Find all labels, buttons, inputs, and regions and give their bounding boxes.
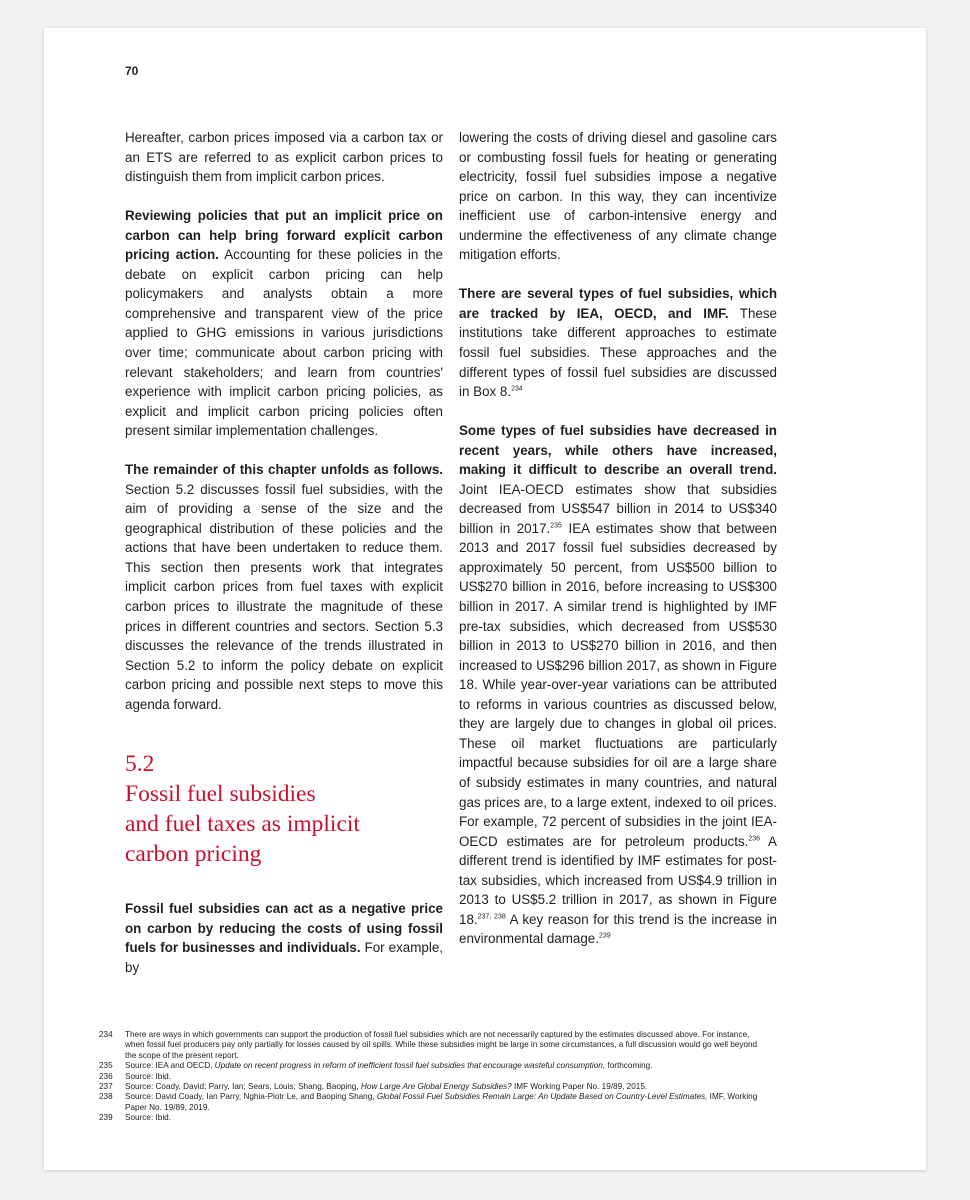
paragraph-text: Accounting for these policies in the debate on explicit carbon pricing can help policymakers and analysts obtain a more comprehensive and transparent view of the price applied to GHG emissions in various jurisdictions over time; communicate about carbon pricing with relevant stakeholders; and learn from countries' experience with implicit carbon pricing policies, as explicit and implicit carbon pricing policies often present similar implementation challenges.: [125, 247, 444, 439]
footnote: [99, 1030, 769, 1061]
footnote-source: Source: IEA and OECD,: [125, 1061, 215, 1071]
paragraph: [125, 128, 443, 187]
footnote-text: [125, 1061, 769, 1071]
footnote-number: 237: [99, 1082, 113, 1092]
section-title-line: and fuel taxes as implicit: [125, 811, 360, 838]
paragraph-text: Joint IEA-OECD estimates show that subsidies decreased from US$547 billion in 2014 to US$340 billion in 2017.: [459, 481, 777, 536]
footnote: [99, 1082, 769, 1092]
paragraph-lead: Some types of fuel subsidies have decreased in recent years, while others have increased, making it difficult to describe an overall trend.: [459, 423, 777, 478]
footnote-detail: IMF, Working Paper No. 19/89, 2019.: [125, 1092, 758, 1112]
footnote-ref[interactable]: 235: [550, 522, 562, 530]
footnote-number: 236: [99, 1071, 113, 1081]
footnote-text: [125, 1092, 769, 1113]
footnote-number: 238: [99, 1092, 113, 1102]
footnote-text: There are ways in which governments can support the production of fossil fuel subsidies which are not necessarily captured by the estimates discussed above. For instance, when fossil fuel producers pay only partially for losses caused by oil spills. While these subsidies might be large in some circumstances, a full discussion would go well beyond the scope of the present report.: [125, 1030, 758, 1060]
footnote-source: Source: Coady, David; Parry, Ian; Sears, Louis; Shang, Baoping,: [125, 1082, 361, 1092]
document-page: [44, 28, 926, 1170]
paragraph: [125, 460, 443, 714]
footnote-number: 234: [99, 1030, 113, 1039]
footnotes: [99, 1030, 769, 1124]
paragraph-lead: The remainder of this chapter unfolds as follows.: [125, 462, 443, 478]
footnote-text: Source: Ibid.: [125, 1071, 171, 1081]
paragraph: [125, 899, 443, 977]
footnote-ref[interactable]: 237, 238: [477, 913, 506, 921]
paragraph: [459, 421, 777, 949]
footnote-text: Source: Ibid.: [125, 1113, 171, 1123]
footnote-ref[interactable]: 239: [598, 932, 611, 940]
footnote: [99, 1092, 769, 1113]
left-column: [125, 128, 443, 997]
paragraph: [459, 128, 777, 265]
paragraph-text: lowering the costs of driving diesel and gasoline cars or combusting fossil fuels for heating or generating electricity, fossil fuel subsidies impose a negative price on carbon. In this way, they can incentivize inefficient use of carbon-intensive energy and undermine the effectiveness of any climate change mitigation efforts.: [459, 130, 777, 263]
paragraph-text: Hereafter, carbon prices imposed via a carbon tax or an ETS are referred to as explicit carbon prices to distinguish them from implicit carbon prices.: [125, 130, 443, 185]
footnote-number: 239: [99, 1113, 113, 1123]
paragraph: [125, 206, 443, 441]
footnote-title: How Large Are Global Energy Subsidies?: [360, 1082, 512, 1092]
footnote: [99, 1072, 769, 1082]
section-title-line: Fossil fuel subsidies: [125, 781, 316, 808]
footnote-ref[interactable]: 234: [511, 385, 523, 393]
section-heading: [125, 749, 443, 869]
paragraph-lead: There are several types of fuel subsidies, which are tracked by IEA, OECD, and IMF.: [459, 286, 777, 321]
paragraph: [459, 284, 777, 401]
paragraph-text: Section 5.2 discusses fossil fuel subsidies, with the aim of providing a sense of the size and the geographical distribution of these policies and the actions that have been undertaken to reduce them. This section then presents work that integrates implicit carbon prices from fuel taxes with explicit carbon prices to illustrate the magnitude of these prices in different countries and sectors. Section 5.3 discusses the relevance of the trends illustrated in Section 5.2 to inform the policy debate on explicit carbon pricing and possible next steps to move this agenda forward.: [125, 481, 443, 712]
paragraph-lead: Fossil fuel subsidies can act as a negative price on carbon by reducing the costs of using fossil fuels for businesses and individuals.: [125, 901, 443, 956]
section-title-line: carbon pricing: [125, 841, 262, 868]
paragraph-text: For example, by: [125, 940, 443, 975]
footnote-number: 235: [99, 1061, 113, 1071]
footnote-source: Source: David Coady, Ian Parry, Nghia-Piotr Le, and Baoping Shang,: [125, 1092, 377, 1102]
paragraph-text: These institutions take different approaches to estimate fossil fuel subsidies. These approaches and the different types of fossil fuel subsidies are discussed in Box 8.: [459, 305, 777, 400]
paragraph-text: IEA estimates show that between 2013 and 2017 fossil fuel subsidies decreased by approximately 50 percent, from US$500 billion to US$270 billion in 2016, before increasing to US$300 billion in 2017. A similar trend is highlighted by IMF pre-tax subsidies, which decreased from US$530 billion in 2013 to US$270 billion in 2016, and then increased to US$296 billion 2017, as shown in Figure 18. While year-over-year variations can be attributed to reforms in various countries as discussed below, they are largely due to changes in global oil prices. These oil market fluctuations are particularly impactful because subsidies for oil are a large share of subsidy estimates in many countries, and natural gas prices are, to a large extent, indexed to oil prices. For example, 72 percent of subsidies in the joint IEA-OECD estimates are for petroleum products.: [459, 520, 777, 849]
footnote-detail: IMF Working Paper No. 19/89, 2015.: [511, 1082, 648, 1092]
footnote-ref[interactable]: 236: [748, 835, 761, 843]
paragraph-lead: Reviewing policies that put an implicit price on carbon can help bring forward explicit carbon pricing action.: [125, 208, 443, 263]
right-column: [459, 128, 777, 968]
page-number: 70: [125, 64, 139, 78]
paragraph-text: A different trend is identified by IMF estimates for post-tax subsidies, which increased from US$4.9 trillion in 2013 to US$5.2 trillion in 2017, as shown in Figure 18.: [459, 833, 777, 927]
section-number: 5.2: [125, 751, 155, 778]
footnote: [99, 1061, 769, 1071]
footnote-text: [125, 1082, 769, 1092]
footnote-title: Global Fossil Fuel Subsidies Remain Large: An Update Based on Country-Level Estimates,: [376, 1092, 708, 1102]
paragraph-text: A key reason for this trend is the increase in environmental damage.: [459, 911, 778, 947]
footnote: [99, 1113, 769, 1123]
footnote-detail: forthcoming.: [605, 1061, 653, 1071]
footnote-title: Update on recent progress in reform of inefficient fossil fuel subsidies that encourage wasteful consumption,: [214, 1061, 606, 1071]
